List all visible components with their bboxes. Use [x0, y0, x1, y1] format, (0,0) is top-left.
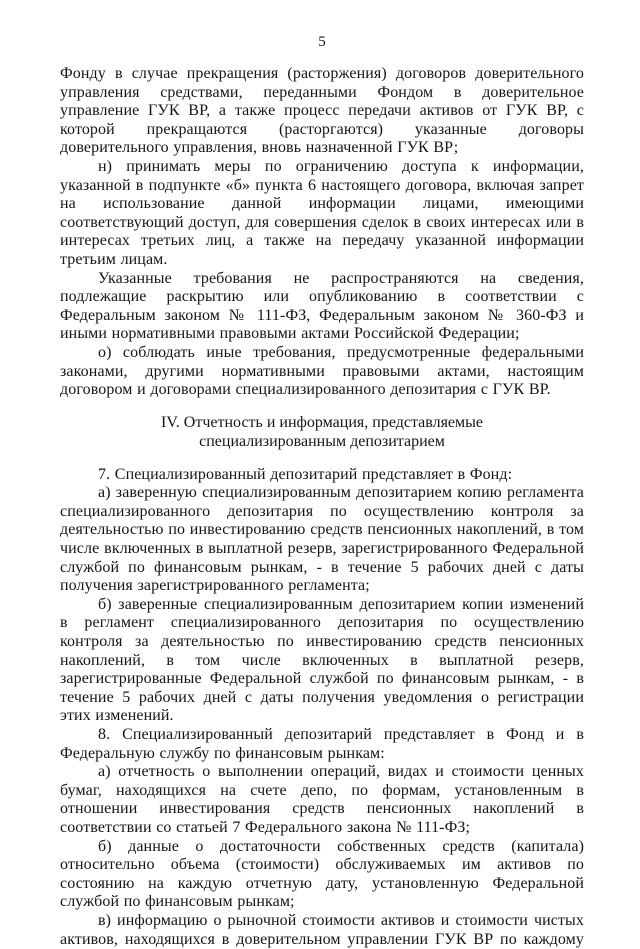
page-number: 5: [318, 34, 326, 50]
paragraph-point-7-item-a: а) заверенную специализированным депозитарием копию регламента специализированного депозитария по осуществлению контроля за деятельностью по инвестированию средств пенсионных накоплений, в том числе включенных в выплатной резерв, зарегистрированного Федеральной службой по финансовым рынкам, - в течение 5 рабочих дней с даты получения зарегистрированного регламента;: [60, 484, 584, 595]
paragraph-point-8: 8. Специализированный депозитарий представляет в Фонд и в Федеральную службу по финансовым рынкам:: [60, 726, 584, 762]
section-heading-line2: специализированным депозитарием: [199, 433, 445, 451]
paragraph-point-8-item-b: б) данные о достаточности собственных средств (капитала) относительно объема (стоимости) обслуживаемых им активов по состоянию на каждую отчетную дату, установленную Федеральной службой по финансовым рынкам;: [60, 837, 584, 911]
paragraph-item-o: о) соблюдать иные требования, предусмотренные федеральными законами, другими нормативными правовыми актами, настоящим договором и договорами специализированного депозитария с ГУК ВР.: [60, 343, 584, 399]
section-heading: [60, 413, 584, 452]
paragraph-point-8-item-v: в) информацию о рыночной стоимости активов и стоимости чистых активов, находящихся в доверительном управлении ГУК ВР по каждому: [60, 911, 584, 948]
paragraph-requirements-note: Указанные требования не распространяются на сведения, подлежащие раскрытию или опубликованию в соответствии с Федеральным законом № 111-ФЗ, Федеральным законом № 360-ФЗ и иными нормативными правовыми актами Российской Федерации;: [60, 269, 584, 343]
paragraph-continuation: Фонду в случае прекращения (расторжения) договоров доверительного управления средствами, переданными Фондом в доверительное управление ГУК ВР, а также процесс передачи активов от ГУК ВР, с которой прекращаются (расторгаются) указанные договоры доверительного управления, вновь назначенной ГУК ВР;: [60, 65, 584, 157]
paragraph-item-n: н) принимать меры по ограничению доступа к информации, указанной в подпункте «б» пункта 6 настоящего договора, включая запрет на использование данной информации лицами, имеющими соответствующий доступ, для совершения сделок в своих интересах или в интересах третьих лиц, а также на передачу указанной информации третьим лицам.: [60, 157, 584, 268]
section-heading-line1: IV. Отчетность и информация, представляемые: [160, 413, 484, 431]
paragraph-point-8-item-a: а) отчетность о выполнении операций, видах и стоимости ценных бумаг, находящихся на счете депо, по формам, установленным в отношении инвестирования средств пенсионных накоплений в соответствии со статьей 7 Федерального закона № 111-ФЗ;: [60, 763, 584, 836]
paragraph-point-7-item-b: б) заверенные специализированным депозитарием копии изменений в регламент специализированного депозитария по осуществлению контроля за деятельностью по инвестированию средств пенсионных накоплений, в том числе включенных в выплатной резерв, зарегистрированные Федеральной службой по финансовым рынкам, - в течение 5 рабочих дней с даты получения уведомления о регистрации этих изменений.: [60, 595, 584, 725]
paragraph-point-7: 7. Специализированный депозитарий представляет в Фонд:: [98, 465, 513, 483]
